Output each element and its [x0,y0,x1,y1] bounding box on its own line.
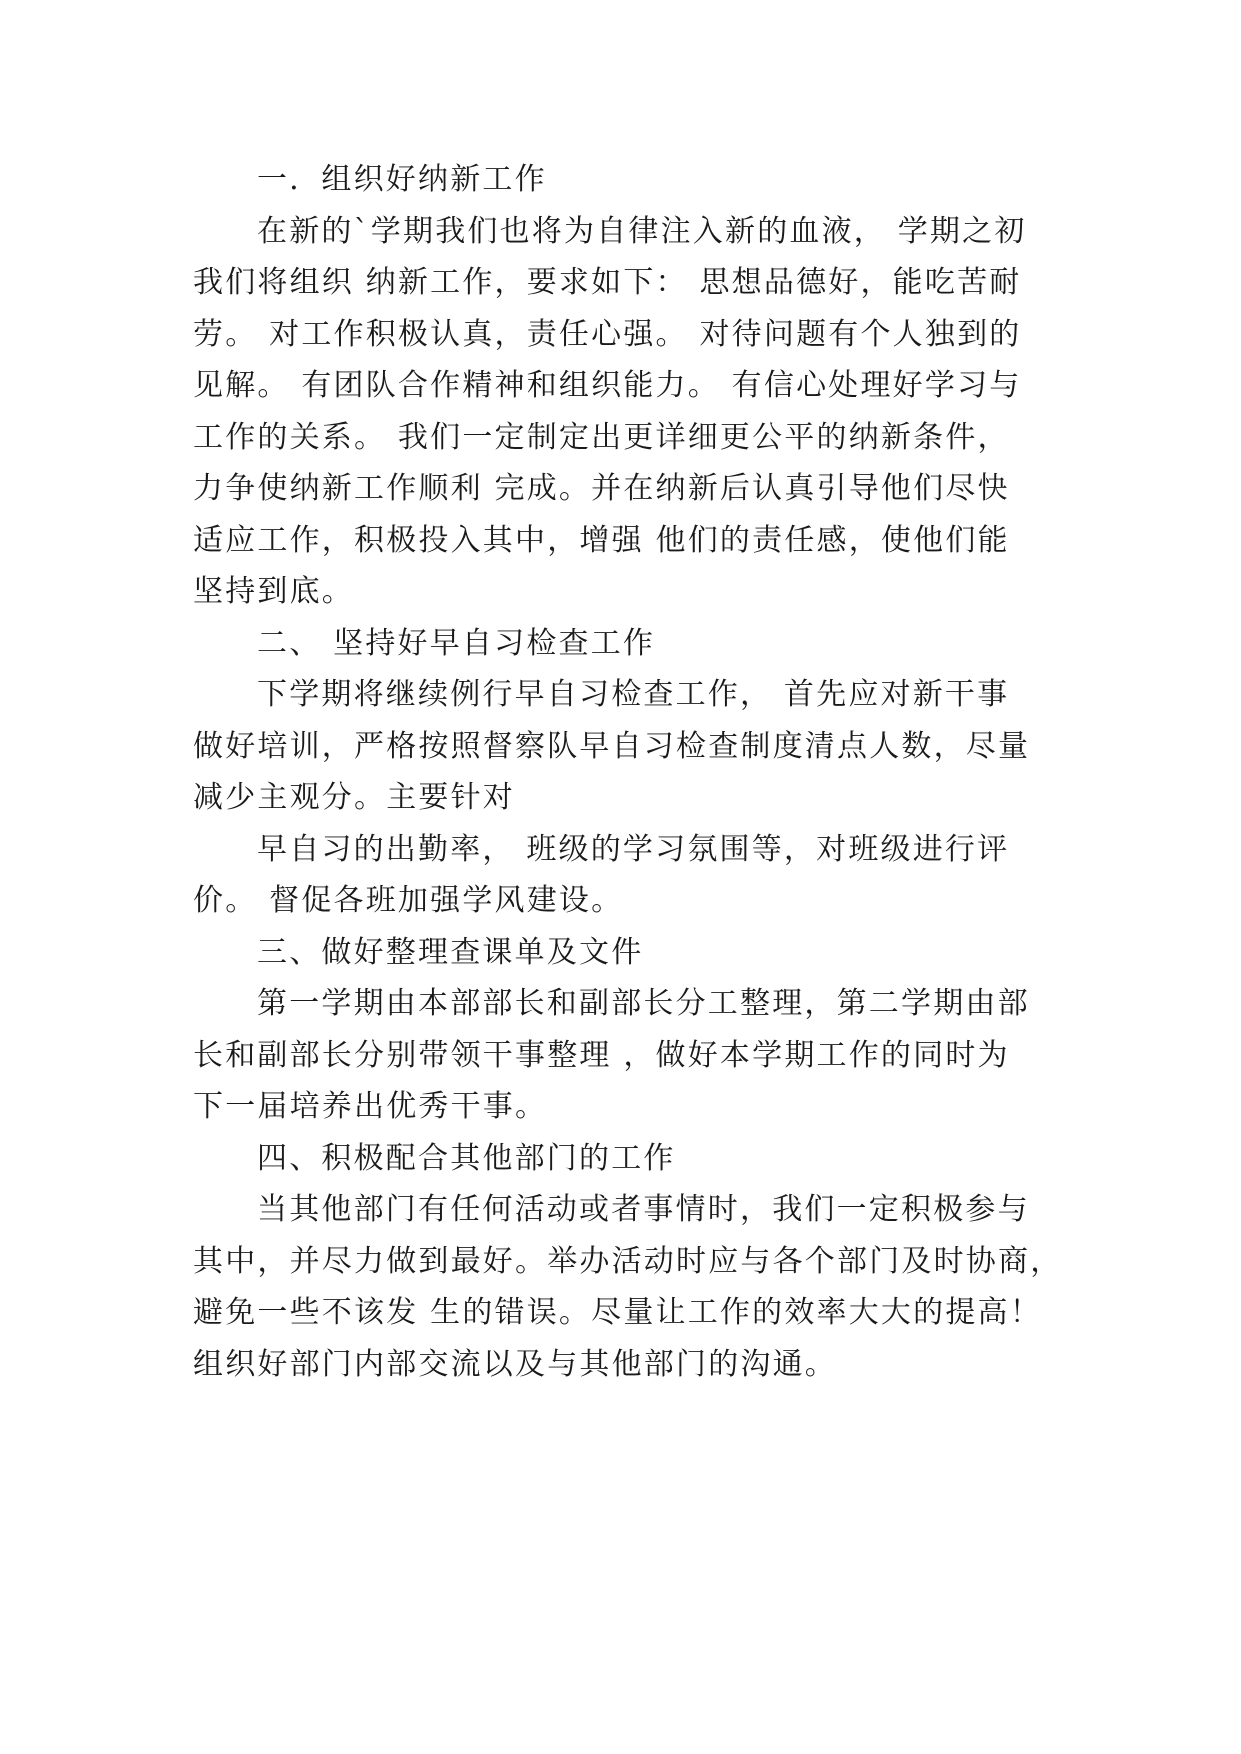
section-heading-3: 三、做好整理查课单及文件 [257,934,644,970]
section-heading-4: 四、积极配合其他部门的工作 [257,1140,676,1176]
paragraph-line: 当其他部门有任何活动或者事情时，我们一定积极参与 [257,1192,1030,1227]
paragraph-line: 避免一些不该发 生的错误。尽量让工作的效率大大的提高！ [193,1295,1042,1330]
paragraph-line: 长和副部长分别带领干事整理 ，做好本学期工作的同时为 [193,1037,1010,1073]
paragraph-line: 我们将组织 纳新工作，要求如下： 思想品德好，能吃苦耐 [193,265,1022,300]
document-body [193,154,1063,1390]
paragraph-line: 坚持到底。 [193,574,354,609]
section-heading-1: 一．组织好纳新工作 [257,162,547,197]
paragraph-line: 下学期将继续例行早自习检查工作， 首先应对新干事 [257,677,1010,712]
paragraph-line: 下一届培养出优秀干事。 [193,1089,548,1124]
paragraph-line: 价。 督促各班加强学风建设。 [193,883,624,918]
paragraph-line: 在新的`学期我们也将为自律注入新的血液， 学期之初 [257,213,1027,249]
paragraph-line: 劳。 对工作积极认真，责任心强。 对待问题有个人独到的 [193,316,1022,352]
paragraph-line: 力争使纳新工作顺利 完成。并在纳新后认真引导他们尽快 [193,471,1010,506]
paragraph-line: 组织好部门内部交流以及与其他部门的沟通。 [193,1346,837,1382]
paragraph-line: 适应工作，积极投入其中，增强 他们的责任感，使他们能 [193,522,1010,558]
section-heading-2: 二、 坚持好早自习检查工作 [257,625,656,661]
paragraph-line: 第一学期由本部部长和副部长分工整理，第二学期由部 [257,986,1030,1021]
paragraph-line: 见解。 有团队合作精神和组织能力。 有信心处理好学习与 [193,368,1022,403]
paragraph-line: 做好培训，严格按照督察队早自习检查制度清点人数，尽量 [193,728,1031,764]
paragraph-line: 工作的关系。 我们一定制定出更详细更公平的纳新条件， [193,419,1010,455]
paragraph-line: 早自习的出勤率， 班级的学习氛围等，对班级进行评 [257,831,1010,867]
paragraph-line: 减少主观分。主要针对 [193,780,515,815]
paragraph-line: 其中，并尽力做到最好。举办活动时应与各个部门及时协商， [193,1243,1063,1279]
